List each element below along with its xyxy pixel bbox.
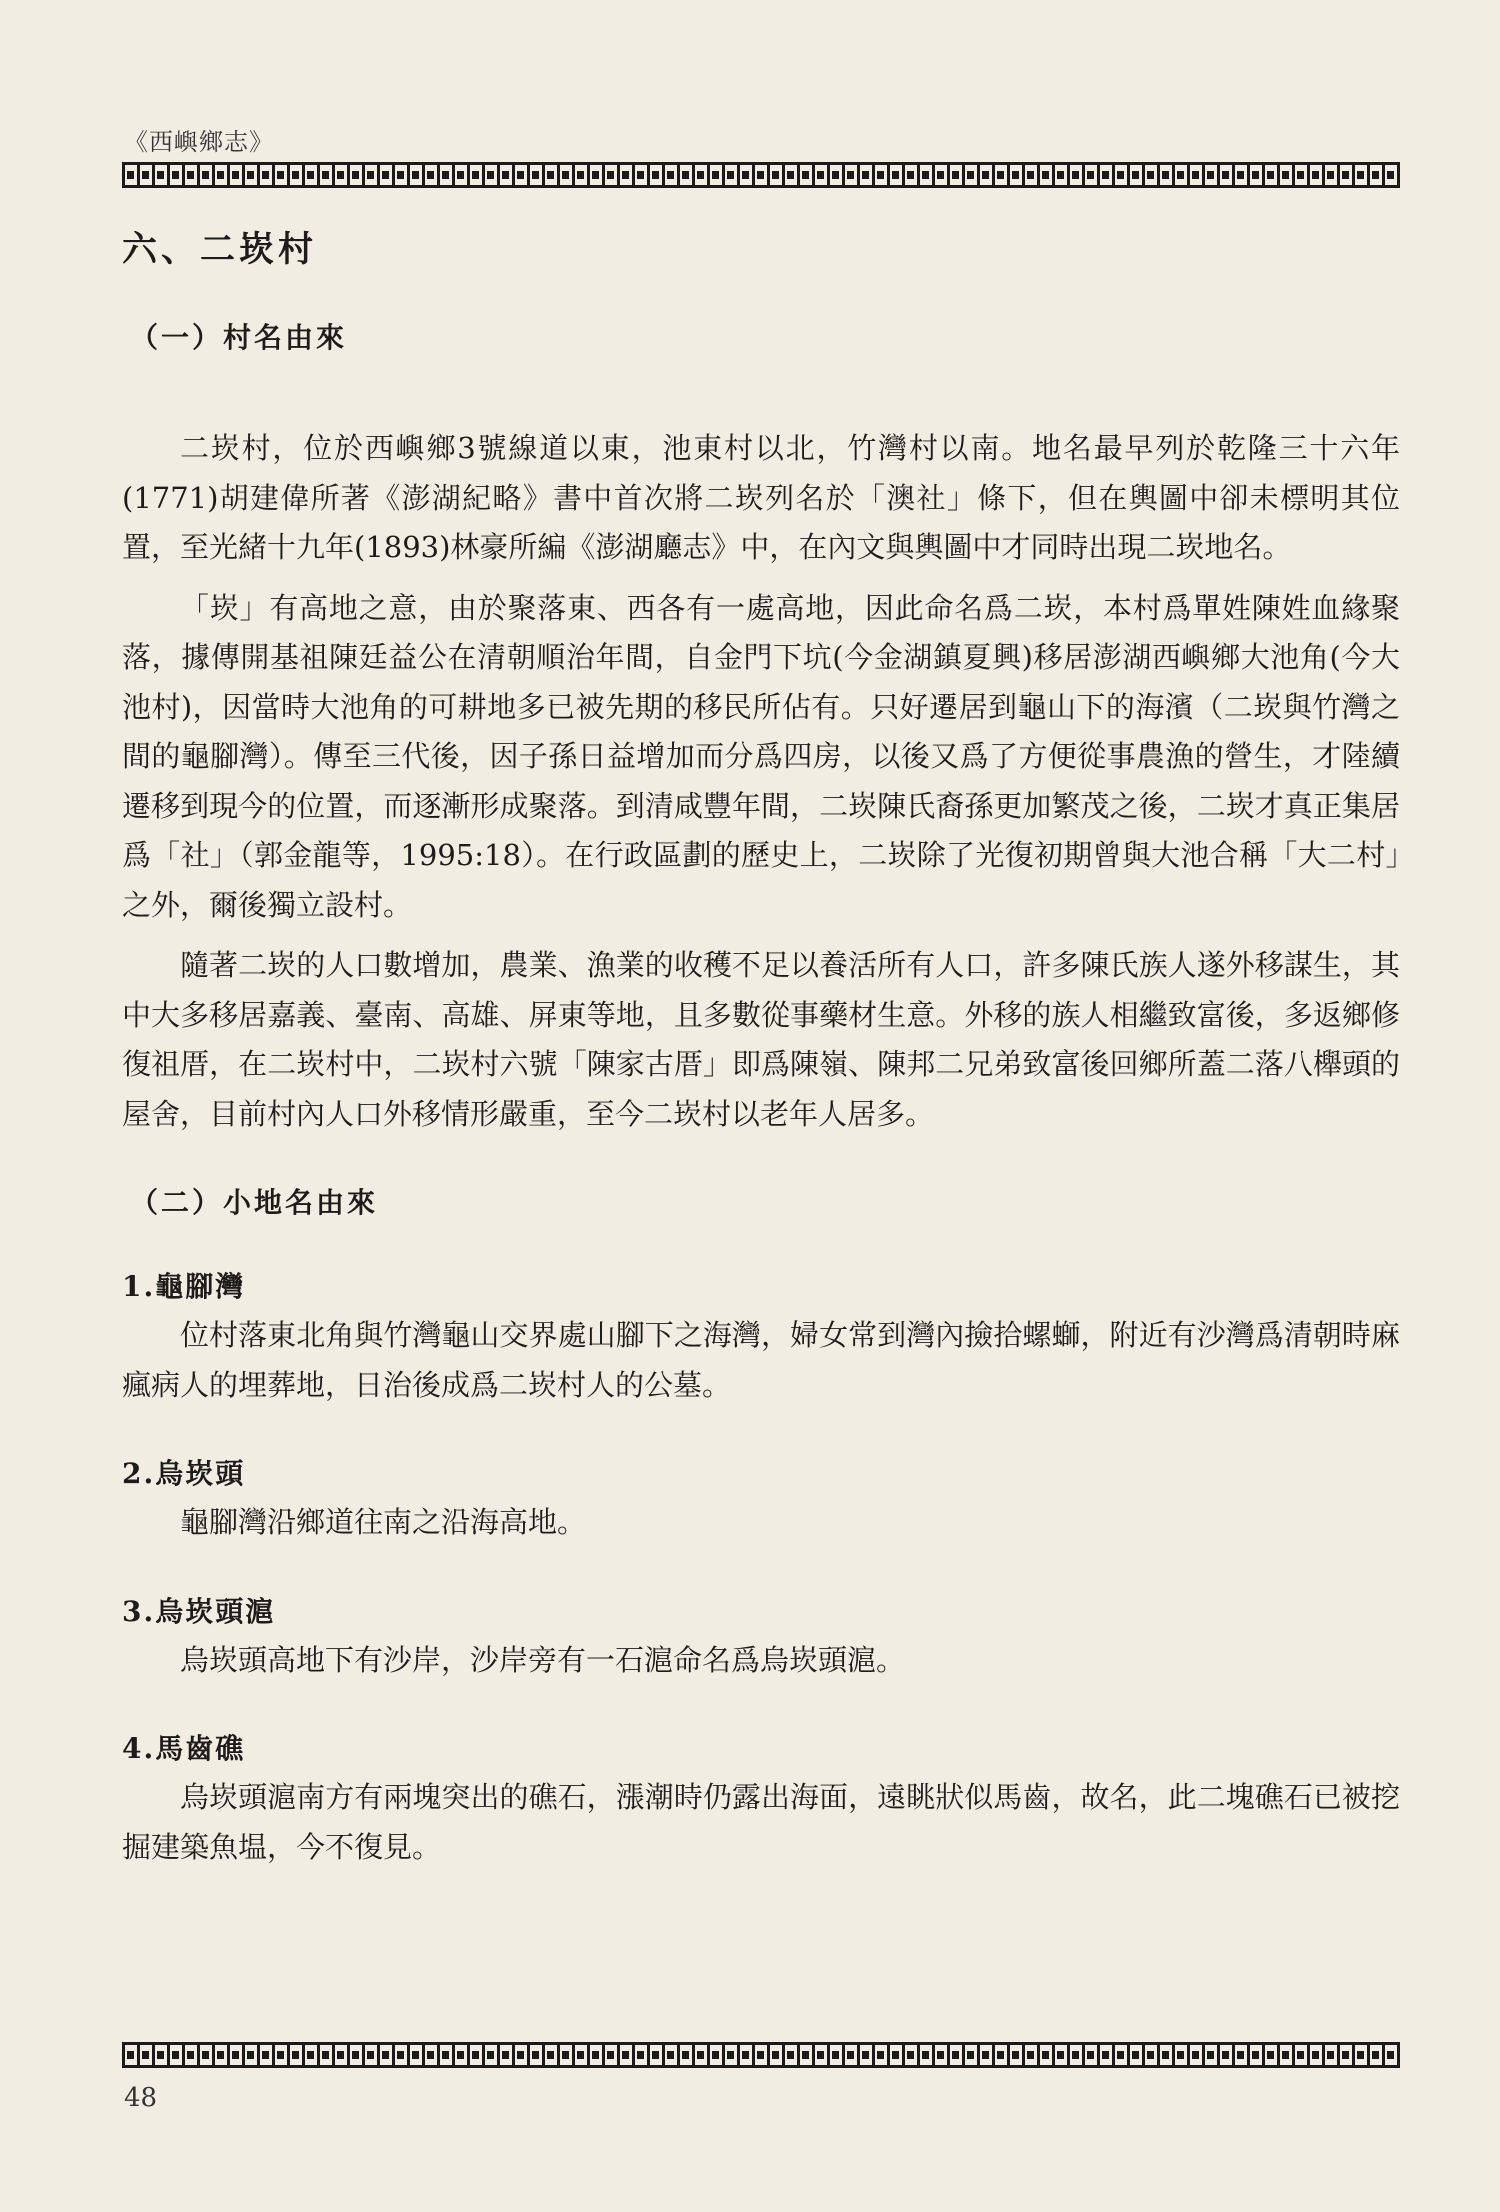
place-name: 1.龜腳灣 bbox=[122, 1270, 246, 1303]
place-entry bbox=[122, 1727, 1400, 1872]
place-name: 4.馬齒礁 bbox=[122, 1732, 246, 1765]
place-description: 位村落東北角與竹灣龜山交界處山腳下之海灣，婦女常到灣內撿拾螺螄，附近有沙灣爲清朝時麻瘋病人的埋葬地，日治後成爲二崁村人的公墓。 bbox=[122, 1318, 1400, 1402]
subsection-title-place-names: （二）小地名由來 bbox=[130, 1186, 379, 1219]
place-description: 龜腳灣沿鄉道往南之沿海高地。 bbox=[180, 1505, 587, 1539]
place-name: 2.烏崁頭 bbox=[122, 1457, 246, 1490]
subsection-title-origin: （一）村名由來 bbox=[130, 321, 348, 354]
paragraph: 二崁村，位於西嶼鄉3號線道以東，池東村以北，竹灣村以南。地名最早列於乾隆三十六年(1771)胡建偉所著《澎湖紀略》書中首次將二崁列名於「澳社」條下，但在輿圖中卻未標明其位置，至光緒十九年(1893)林豪所編《澎湖廳志》中，在內文與輿圖中才同時出現二崁地名。 bbox=[122, 431, 1400, 564]
place-description: 烏崁頭滬南方有兩塊突出的礁石，漲潮時仍露出海面，遠眺狀似馬齒，故名，此二塊礁石已被挖掘建築魚塭，今不復見。 bbox=[122, 1780, 1400, 1864]
running-header: 《西嶼鄉志》 bbox=[124, 128, 274, 156]
place-entry bbox=[122, 1452, 1400, 1548]
page-number: 48 bbox=[124, 2083, 158, 2113]
section-title: 六、二崁村 bbox=[122, 229, 318, 270]
place-name: 3.烏崁頭滬 bbox=[122, 1594, 276, 1628]
place-description: 烏崁頭高地下有沙岸，沙岸旁有一石滬命名爲烏崁頭滬。 bbox=[180, 1642, 906, 1677]
page-content bbox=[122, 200, 1400, 1872]
footer-ornament-band bbox=[122, 2042, 1400, 2068]
header-ornament-band bbox=[122, 162, 1400, 188]
place-entry bbox=[122, 1590, 1400, 1686]
paragraph: 隨著二崁的人口數增加，農業、漁業的收穫不足以養活所有人口，許多陳氏族人遂外移謀生，其中大多移居嘉義、臺南、高雄、屏東等地，且多數從事藥材生意。外移的族人相繼致富後，多返鄉修復祖厝，在二崁村中，二崁村六號「陳家古厝」即爲陳嶺、陳邦二兄弟致富後回鄉所蓋二落八櫸頭的屋舍，目前村內人口外移情形嚴重，至今二崁村以老年人居多。 bbox=[122, 948, 1400, 1131]
paragraph: 「崁」有高地之意，由於聚落東、西各有一處高地，因此命名爲二崁，本村爲單姓陳姓血緣聚落，據傳開基祖陳廷益公在清朝順治年間，自金門下坑(今金湖鎮夏興)移居澎湖西嶼鄉大池角(今大池村)，因當時大池角的可耕地多已被先期的移民所佔有。只好遷居到龜山下的海濱（二崁與竹灣之間的龜腳灣）。傳至三代後，因子孫日益增加而分爲四房，以後又爲了方便從事農漁的營生，才陸續遷移到現今的位置，而逐漸形成聚落。到清咸豐年間，二崁陳氏裔孫更加繁茂之後，二崁才真正集居爲「社」（郭金龍等，1995:18）。在行政區劃的歷史上，二崁除了光復初期曾與大池合稱「大二村」之外，爾後獨立設村。 bbox=[122, 590, 1400, 922]
place-entry bbox=[122, 1265, 1400, 1410]
